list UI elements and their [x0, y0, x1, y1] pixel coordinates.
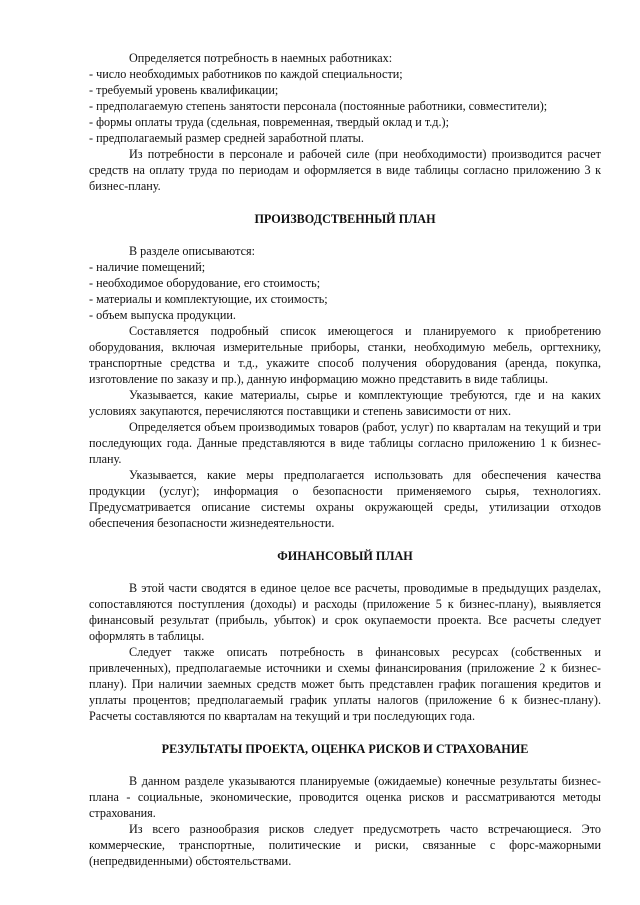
paragraph: Из потребности в персонале и рабочей силе (при необходимости) производится расчет средств на оплату труда по периодам и оформляется в виде таблицы согласно приложению 3 к бизнес-плану.: [89, 147, 601, 193]
paragraph: - число необходимых работников по каждой специальности;: [89, 67, 403, 81]
paragraph: Указывается, какие материалы, сырье и комплектующие требуются, где и на каких условиях закупаются, перечисляются поставщики и степень зависимости от них.: [89, 388, 601, 418]
paragraph: - наличие помещений;: [89, 260, 206, 274]
paragraph: - предполагаемый размер средней заработной платы.: [89, 131, 364, 145]
document-page: [89, 50, 601, 869]
paragraph: - объем выпуска продукции.: [89, 308, 236, 322]
paragraph: В этой части сводятся в единое целое все расчеты, проводимые в предыдущих разделах, сопоставляются поступления (доходы) и расходы (приложение 5 к бизнес-плану), выявляется финансовый результат (прибыль, убыток) и срок окупаемости проекта. Все расчеты следует оформлять в таблицы.: [89, 581, 601, 643]
paragraph: Составляется подробный список имеющегося и планируемого к приобретению оборудования, включая измерительные приборы, станки, необходимую мебель, оргтехнику, транспортные средства и т.д., укажите способ получения оборудования (аренда, покупка, изготовление по заказу и пр.), данную информацию можно представить в виде таблицы.: [89, 324, 601, 386]
paragraph: В разделе описываются:: [129, 244, 255, 258]
paragraph: В данном разделе указываются планируемые (ожидаемые) конечные результаты бизнес-плана - социальные, экономические, проводится оценка рисков и рассматриваются методы страхования.: [89, 774, 601, 820]
paragraph: Из всего разнообразия рисков следует предусмотреть часто встречающиеся. Это коммерческие, транспортные, политические и риски, связанные с форс-мажорными (непредвиденными) обстоятельствами.: [89, 822, 601, 868]
paragraph: Определяется потребность в наемных работниках:: [129, 51, 393, 65]
paragraph: Определяется объем производимых товаров (работ, услуг) по кварталам на текущий и три последующих года. Данные представляются в виде таблицы согласно приложению 1 к бизнес-плану.: [89, 420, 601, 466]
paragraph: Указывается, какие меры предполагается использовать для обеспечения качества продукции (услуг); информация о безопасности применяемого сырья, технологиях. Предусматривается описание системы охраны окружающей среды, утилизации отходов обеспечения безопасности жизнедеятельности.: [89, 468, 601, 530]
section-heading: РЕЗУЛЬТАТЫ ПРОЕКТА, ОЦЕНКА РИСКОВ И СТРАХОВАНИЕ: [161, 742, 529, 756]
section-heading: ПРОИЗВОДСТВЕННЫЙ ПЛАН: [254, 212, 436, 226]
paragraph: - формы оплаты труда (сдельная, повременная, твердый оклад и т.д.);: [89, 115, 449, 129]
paragraph: - необходимое оборудование, его стоимость;: [89, 276, 321, 290]
section-heading: ФИНАНСОВЫЙ ПЛАН: [277, 549, 413, 563]
paragraph: Следует также описать потребность в финансовых ресурсах (собственных и привлеченных), предполагаемые источники и схемы финансирования (приложение 2 к бизнес-плану). При наличии заемных средств может быть представлен график погашения кредитов и уплаты процентов; предполагаемый график уплаты налогов (приложение 6 к бизнес-плану). Расчеты составляются по кварталам на текущий и три последующих года.: [89, 645, 601, 723]
paragraph: - требуемый уровень квалификации;: [89, 83, 279, 97]
paragraph: - предполагаемую степень занятости персонала (постоянные работники, совместители);: [89, 99, 548, 113]
paragraph: - материалы и комплектующие, их стоимость;: [89, 292, 328, 306]
